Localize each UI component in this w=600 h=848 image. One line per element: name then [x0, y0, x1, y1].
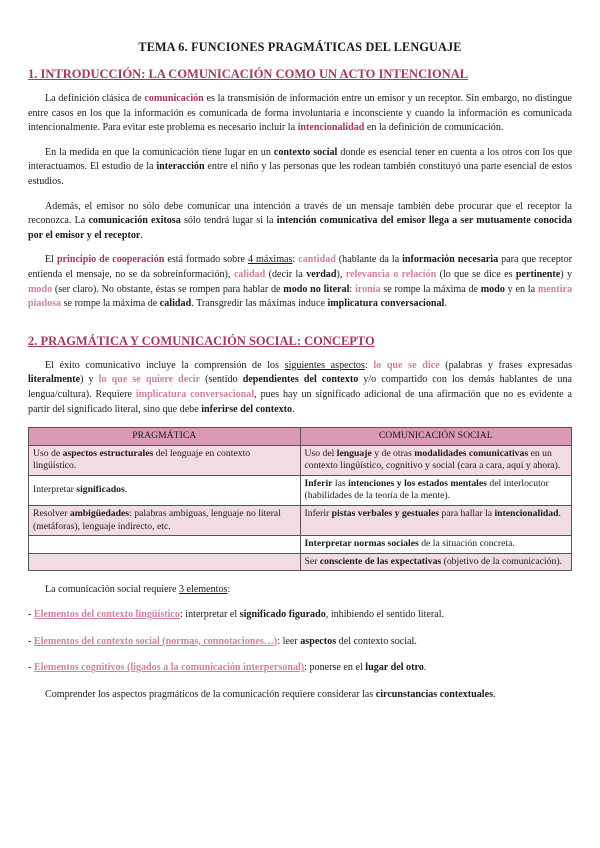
table-header-comunicacion-social: COMUNICACIÓN SOCIAL [300, 428, 572, 446]
keyword-implicatura: implicatura conversacional [135, 388, 255, 400]
section-1-paragraph-2: En la medida en que la comunicación tiene lugar en un contexto social donde es esencial tener en cuenta a los otros con los que interactuamos. El estudio de la interacción entre el niño y las personas que les rodean también constituyó una parte esencial de estos estudios. [28, 146, 573, 187]
section-1-heading: 1. INTRODUCCIÓN: LA COMUNICACIÓN COMO UN ACTO INTENCIONAL [28, 67, 469, 81]
table-row [29, 445, 572, 475]
section-1-paragraph-3: Además, el emisor no sólo debe comunicar una intención a través de un mensaje también debe procurar que el receptor la reconozca. La comunicación exitosa sólo tendrá lugar si la intención comunicativa del emisor llega a ser mutuamente conocida por el emisor y el receptor. [28, 200, 572, 241]
keyword-mentira-piadosa: mentira piadosa [28, 283, 573, 310]
keyword-elementos-cognitivos: Elementos cognitivos (ligados a la comunicación interpersonal) [33, 662, 305, 674]
table-cell: Interpretar normas sociales de la situación concreta. [300, 536, 572, 554]
table-cell: Resolver ambigüedades: palabras ambiguas, lenguaje no literal (metáforas), lenguaje indirecto, etc. [29, 506, 301, 536]
table-cell: Uso de aspectos estructurales del lenguaje en contexto lingüístico. [29, 445, 301, 475]
section-1-paragraph-4: El principio de cooperación está formado sobre 4 máximas: cantidad (hablante da la información necesaria para que receptor entienda el mensaje, no se da sobreinformación), calidad (decir la verdad), relevancia o relación (lo que se dice es pertinente) y modo (ser claro). No obstante, éstas se rompen para hablar de modo no literal: ironía se rompe la máxima de modo y en la mentira piadosa se rompe la máxima de calidad. Transgredir las máximas induce implicatura conversacional. [28, 254, 573, 310]
keyword-principio-cooperacion: principio de cooperación [56, 254, 165, 266]
table-header-row [29, 428, 572, 446]
table-cell: Interpretar significados. [29, 475, 301, 505]
keyword-ironia: ironía [354, 283, 381, 295]
section-2-paragraph-2: La comunicación social requiere 3 elementos: [45, 584, 231, 596]
table-row [29, 553, 572, 571]
table-header-pragmatica: PRAGMÁTICA [29, 428, 301, 446]
table-row [29, 475, 572, 505]
keyword-contexto-linguistico: Elementos del contexto lingüístico [33, 609, 180, 621]
comparison-table [28, 427, 572, 571]
list-item: - Elementos del contexto social (normas, connotaciones…): leer aspectos del contexto social. [28, 635, 417, 647]
keyword-contexto-social: Elementos del contexto social (normas, connotaciones…) [33, 635, 278, 647]
table-row [29, 506, 572, 536]
table-cell: Uso del lenguaje y de otras modalidades comunicativas en un contexto lingüístico, cognitivo y social (cara a cara, aquí y ahora). [300, 445, 572, 475]
section-2-heading: 2. PRAGMÁTICA Y COMUNICACIÓN SOCIAL: CONCEPTO [28, 333, 375, 348]
document-page [28, 40, 572, 712]
keyword-lo-que-se-quiere-decir: lo que se quiere decir [98, 374, 201, 386]
section-2-paragraph-3: Comprender los aspectos pragmáticos de la comunicación requiere considerar las circunstancias contextuales. [45, 688, 496, 700]
keyword-cantidad: cantidad [298, 254, 336, 266]
table-row [29, 536, 572, 554]
table-cell-empty [29, 553, 301, 571]
page-title: TEMA 6. FUNCIONES PRAGMÁTICAS DEL LENGUAJE [138, 40, 462, 54]
keyword-intencionalidad: intencionalidad [297, 122, 365, 134]
list-item: - Elementos cognitivos (ligados a la comunicación interpersonal): ponerse en el lugar del otro. [28, 662, 427, 674]
table-cell: Inferir pistas verbales y gestuales para hallar la intencionalidad. [300, 506, 572, 536]
keyword-comunicacion: comunicación [144, 93, 204, 104]
table-cell-empty [29, 536, 301, 554]
table-cell: Ser consciente de las expectativas (objetivo de la comunicación). [300, 553, 572, 571]
keyword-calidad: calidad [233, 268, 266, 280]
section-2-paragraph-1: El éxito comunicativo incluye la comprensión de los siguientes aspectos: lo que se dice (palabras y frases expresadas literalmente) y lo que se quiere decir (sentido dependientes del contexto y/o compartido con los demás hablantes de una lengua/cultura). Requiere implicatura conversacional, pues hay un significado adicional de una afirmación que no es evidente a partir del significado literal, sino que debe inferirse del contexto. [28, 359, 573, 415]
keyword-relevancia: relevancia o relación [345, 268, 437, 280]
list-item: - Elementos del contexto lingüístico: interpretar el significado figurado, inhibiendo el sentido literal. [28, 609, 445, 621]
table-cell: Inferir las intenciones y los estados mentales del interlocutor (habilidades de la teoría de la mente). [300, 475, 572, 505]
keyword-lo-que-se-dice: lo que se dice [373, 359, 440, 371]
keyword-modo: modo [28, 283, 53, 295]
section-1-paragraph-1: La definición clásica de comunicación es la transmisión de información entre un emisor y un receptor. Sin embargo, no distingue entre casos en los que la información es comunicada de forma involuntaria e inconsciente y cuando la información es comunicada intencionalmente. Para evitar este problema es necesario incluir la intencionalidad en la definición de comunicación. [28, 93, 572, 134]
